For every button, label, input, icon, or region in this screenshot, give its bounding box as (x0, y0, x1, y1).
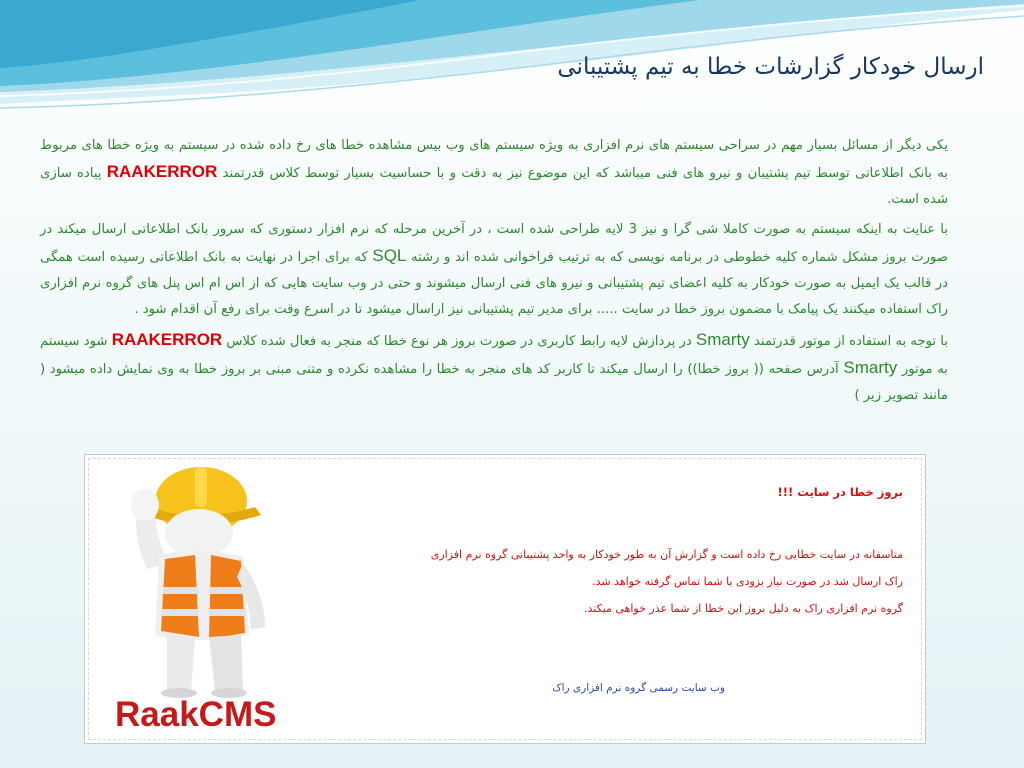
raakcms-logo: RaakCMS (115, 695, 277, 734)
paragraph-3-text-end: آدرس صفحه (( بروز خطا)) را ارسال میکند تا کاربر کد های منجر به خطا را مشاهده نکرده و متنی مبنی بر بروز خطا به وی نمایش داده میشود ( مانند تصویر زیر ) (40, 362, 948, 403)
paragraph-1-text: یکی دیگر از مسائل بسیار مهم در سراحی سیستم های نرم افزاری به ویژه سیستم های وب بیس مشاهده خطا های رخ داده شده در سیستم به ویژه خطا های مربوط به بانک اطلاعاتی توسط تیم پشتیبان و نیرو های فنی میباشد که این موضوع نیز به دقت و با حساسیت بسیار توسط کلاس قدرتمند (40, 138, 948, 181)
error-line: گروه نرم افزاری راک به دلیل بروز این خطا از شما عذر خواهی میکند. (584, 602, 903, 615)
paragraph-1-text-end: پیاده سازی شده است. (40, 166, 948, 207)
official-site-link[interactable]: وب سایت رسمی گروه نرم افزاری راک (552, 682, 725, 694)
raakerror-highlight-2: RAAKERROR (111, 330, 223, 349)
paragraph-2-text-end: که برای اجرا در نهایت به بانک اطلاعاتی رسیده است همگی در قالب یک ایمیل به صورت خودکار به کلیه اعضای تیم پشتیبانی و نیرو های فنی ارسال میشوند و حتی در وب سایت هایی که از اس ام اس پنل های گروه نرم افزاری راک استفاده میکنند یک پیامک با مضمون بروز خطا در سایت ..... برای مدیر تیم پشتیبانی نیز اراسال میشود تا در اسرع وقت برای رفع آن اقدام شود . (40, 250, 948, 317)
raakerror-highlight: RAAKERROR (106, 162, 218, 181)
sql-term: SQL (372, 246, 407, 265)
paragraph-3-text: با توجه به استفاده از موتور قدرتمند (753, 334, 948, 349)
worker-figure-icon (115, 459, 325, 699)
smarty-term: Smarty (695, 330, 750, 349)
error-line: متاسفانه در سایت خطایی رخ داده است و گزارش آن به طور خودکار به واحد پشتیبانی گروه نرم افزاری (430, 548, 903, 561)
paragraph-error-tracking (40, 133, 948, 213)
error-line: راک ارسال شد در صورت نیاز بزودی با شما تماس گرفته خواهد شد. (592, 575, 903, 588)
smarty-term-2: Smarty (843, 358, 898, 377)
paragraph-3-text-mid: در پردازش لایه رابط کاربری در صورت بروز هر نوع خطا که منجر به فعال شده کلاس (226, 334, 692, 349)
paragraph-email-report (40, 217, 948, 323)
slide-body (40, 133, 948, 413)
paragraph-3-text-mid-2: شود سیستم به موتور (40, 334, 948, 377)
slide-title: ارسال خودکار گزارشات خطا به تیم پشتیبانی (557, 54, 984, 80)
error-title: بروز خطا در سایت !!! (777, 485, 903, 499)
paragraph-smarty (40, 327, 948, 409)
paragraph-2-text: با عنایت به اینکه سیستم به صورت کاملا شی گرا و نیز 3 لایه طراحی شده است ، در آخرین مرحله که نرم افزار دستوری که سرور بانک اطلاعاتی ارسال میکند در صورت بروز مشکل شماره کلیه خطوطی در برنامه نویسی که به ترتیب فراخوانی شده اند و رشته (40, 222, 948, 265)
error-page-screenshot (84, 454, 926, 744)
error-message (303, 541, 903, 622)
